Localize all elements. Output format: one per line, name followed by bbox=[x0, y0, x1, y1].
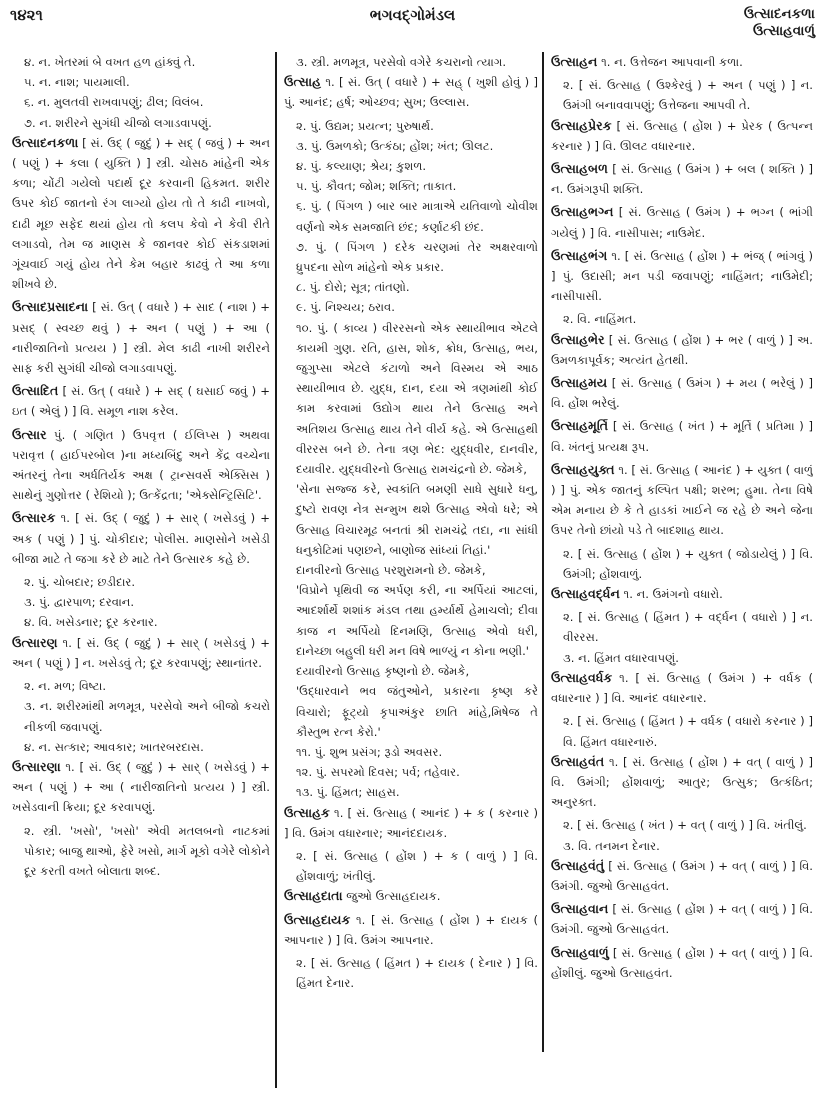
sense-line: ૧૧. પું. શુભ પ્રસંગ; રૂડો અવસર. bbox=[296, 744, 443, 759]
sense-line: ૨. સ્ત્રી. 'ખસો', 'ખસો' એવી મતલબનો નાટકમાં પોકાર; બાજુ થાઓ, ફેરે ખસો, માર્ગ મૂકો વગેરે લોકોને દૂર કરતી વખતે બોલાતા શબ્દ. bbox=[24, 823, 270, 878]
headword: ઉત્સાર bbox=[12, 426, 47, 442]
dictionary-entry bbox=[284, 803, 538, 843]
definition: ૧. [ સં. ઉત્સાહ ( હોંશ ) + દાયક ( આપનાર ) ] વિ. ઉમંગ આપનાર. bbox=[284, 912, 538, 947]
definition: [ સં. ઉત્સાહ ( હોંશ ) + વત્ ( વાળું ) ] વિ. ઉમંગી. જુઓ ઉત્સાહવંત. bbox=[551, 902, 813, 937]
sense-line: ૧૦. પું. ( કાવ્ય ) વીરરસનો એક સ્થાયીભાવ એટલે કાયમી ગુણ. રતિ, હાસ, શોક, ક્રોધ, ઉત્સાહ, ભય, જુગુપ્સા એટલે કંટાળો અને વિસ્મય એ આઠ સ્થાયીભાવ છે. યુદ્ધ, દાન, દયા એ ત્રણમાંથી કોઈ કામ કરવામાં ઉદ્યોગ થાય તેને ઉત્સાહ અને અતિશય ઉત્સાહ થાય તેને વીર્ય કહે. એ ઉત્સાહથી વીરરસ બને છે. તેના ત્રણ ભેદ: યુદ્ધવીર, દાનવીર, દયાવીર. યુદ્ધવીરનો ઉત્સાહ રામચંદ્રનો છે. જેમકે, bbox=[296, 320, 538, 477]
sense-line: ૭. ન. શરીરને સુગંધી ચીજો લગાડવાપણું. bbox=[24, 115, 212, 130]
dictionary-entry bbox=[551, 416, 813, 456]
definition: [ સં. ઉત્સાહ ( ઉમંગ ) + મય ( ભરેલું ) ] વિ. હોંશ ભરેલું. bbox=[551, 376, 813, 411]
sense-line: ૨. [ સં. ઉત્સાહ ( હિંમત ) + વર્દ્ધન ( વધારો ) ] ન. વીરરસ. bbox=[563, 610, 813, 645]
sense-line: ૨. [ સં. ઉત્સાહ ( હિંમત ) + વર્ધક ( વધારો કરનાર ) ] વિ. હિંમત વધારનારું. bbox=[563, 714, 813, 749]
headword: ઉત્સાહક bbox=[284, 804, 330, 820]
definition: [ સં. ઉત્સાહ ( ઉમંગ ) + વત્ ( વાળું ) ] વિ. ઉમંગી. જુઓ ઉત્સાહવંત. bbox=[551, 858, 813, 893]
sense-line: ૧૨. પું. સપરમો દિવસ; પર્વ; તહેવાર. bbox=[296, 765, 460, 780]
definition: ૧. ન. ઉમંગનો વધારો. bbox=[619, 587, 723, 602]
definition: ૧. [ સં. ઉદ્ ( જુદું ) + સાર્ ( ખસેડવું ) + અન ( પણું ) + આ ( નારીજાતિનો પ્રત્યય ) ] સ્ત્રી. ખસેડવાની ક્રિયા; દૂર કરવાપણું. bbox=[12, 759, 270, 815]
sense-line: ૫. પું. કૌવત; જોમ; શક્તિ; તાકાત. bbox=[296, 179, 457, 194]
sense-line: ૧૩. પું. હિંમત; સાહસ. bbox=[296, 785, 400, 800]
definition: ૧. [ સં. ઉત્સાહ ( હોંશ ) + ભંજ્ ( ભાંગવું ) ] પું. ઉદાસી; મન પડી જવાપણું; નાહિંમત; નાઉમેદી; નાસીપાસી. bbox=[551, 248, 813, 304]
headword: ઉત્સાહવર્ધક bbox=[551, 669, 613, 685]
headword: ઉત્સારણા bbox=[12, 758, 61, 774]
dictionary-entry bbox=[12, 508, 270, 569]
column-divider bbox=[542, 52, 544, 1052]
dictionary-entry bbox=[551, 584, 813, 604]
definition: ૧. [ સં. ઉત્ ( વધારે ) + સહ્ ( ખુશી હોવું ) ] પું. આનંદ; હર્ષ; ઓચ્છવ; સુખ; ઉલ્લાસ. bbox=[284, 75, 538, 110]
sense-line: ૨. [ સં. ઉત્સાહ ( ઉશ્કેરવું ) + અન ( પણું ) ] ન. ઉમંગી બનાવવાપણું; ઉત્તેજના આપવી તે. bbox=[563, 78, 813, 113]
headword: ઉત્સાદનકળા bbox=[12, 134, 79, 150]
dictionary-entry bbox=[12, 133, 270, 295]
dictionary-entry bbox=[12, 297, 270, 378]
dictionary-entry bbox=[551, 330, 813, 370]
headword: ઉત્સાદિત bbox=[12, 383, 59, 399]
sense-line: ૬. ન. મુલતવી રાખવાપણું; ઢીલ; વિલંબ. bbox=[24, 95, 204, 110]
sense-line: ૯. પું. નિશ્ચય; ઠરાવ. bbox=[296, 300, 395, 315]
definition: ૧. [ સં. ઉત્સાહ ( આનંદ ) + ક ( કરનાર ) ] વિ. ઉમંગ વધારનાર; આનંદદાયક. bbox=[284, 805, 538, 840]
column-1 bbox=[12, 52, 270, 1087]
sense-line: ૩. પું. ઉમળકો; ઉત્કંઠા; હોંશ; ખંત; ઊલટ. bbox=[296, 138, 494, 153]
headword: ઉત્સાહમૂર્તિ bbox=[551, 418, 609, 434]
headword: ઉત્સાહ bbox=[284, 74, 322, 90]
dictionary-entry bbox=[551, 373, 813, 413]
headword: ઉત્સાહવંત bbox=[551, 753, 605, 769]
headword: ઉત્સાહબળ bbox=[551, 161, 608, 177]
dictionary-entry bbox=[551, 460, 813, 541]
sense-line: ૮. પું. દોરો; સૂત્ર; તાંતણો. bbox=[296, 280, 410, 295]
sense-line: દયાવીરનો ઉત્સાહ કૃષ્ણનો છે. જેમકે, bbox=[296, 664, 470, 679]
dictionary-entry bbox=[551, 202, 813, 242]
column-divider bbox=[275, 52, 277, 1088]
sense-line: ૨. [ સં. ઉત્સાહ ( ખંત ) + વત્ ( વાળું ) ] વિ. ખંતીલું. bbox=[563, 818, 807, 833]
headword: ઉત્સાહભેર bbox=[551, 331, 605, 347]
sense-line: ૩. સ્ત્રી. મળમૂત્ર, પરસેવો વગેરે કચરાનો ત્યાગ. bbox=[296, 55, 507, 69]
dictionary-entry bbox=[551, 856, 813, 896]
sense-line: ૨. પું. ઉદ્યમ; પ્રયત્ન; પુરુષાર્થ. bbox=[296, 118, 434, 133]
definition: જુઓ ઉત્સાહદાયક. bbox=[342, 889, 441, 904]
dictionary-entry bbox=[551, 943, 813, 983]
dictionary-entry bbox=[284, 886, 538, 906]
sense-line: ૩. પું. દ્વારપાળ; દરવાન. bbox=[24, 595, 135, 610]
headword: ઉત્સાહભંગ bbox=[551, 247, 608, 263]
verse-quote: 'વિપ્રોને પૃથિવી જ અર્પણ કરી, ના અર્પિયાં આટલાં, આદર્શાર્થે શશાંક મંડલ તથા હર્મ્યાર્થે હેમાચલો; દીવા કાજ ન અર્પિયો દિનમણિ, ઉત્સાહ એવો ધરી, દાનેચ્છા બહુલી ધરી મન વિષે ભાળ્યું ન કોના ભણી.' bbox=[296, 583, 538, 658]
headword: ઉત્સાદપ્રસાદના bbox=[12, 299, 89, 315]
headword: ઉત્સાહપ્રેરક bbox=[551, 117, 612, 133]
sense-line: ૨. [ સં. ઉત્સાહ ( હિંમત ) + દાયક ( દેનાર ) ] વિ. હિંમત દેનાર. bbox=[296, 955, 538, 991]
dictionary-entry bbox=[284, 910, 538, 950]
guide-word-last: ઉત્સાહવાળું bbox=[753, 23, 815, 39]
definition: ૧. [ સં. ઉદ્ ( જુદું ) + સાર્ ( ખસેડવું ) + અક ( પણું ) ] પું. ચોકીદાર; પોલીસ. માણસોને ખસેડી બીજા માટે તે જગા કરે છે માટે તેને ઉત્સારક કહે છે. bbox=[12, 511, 270, 566]
sense-line: ૭. પું. ( પિંગળ ) દરેક ચરણમાં તેર અક્ષરવાળો ધ્રુપદના સોળ માંહેનો એક પ્રકાર. bbox=[296, 239, 538, 275]
dictionary-entry bbox=[12, 381, 270, 421]
sense-line: ૨. પું. ચોબદાર; છડીદાર. bbox=[24, 575, 136, 590]
definition: [ સં. ઉત્ ( વધારે ) + સદ્ ( ઘસાઈ જવું ) + ઇત ( એલું ) ] વિ. સમૂળ નાશ કરેલ. bbox=[12, 384, 270, 419]
page-header bbox=[0, 0, 825, 50]
definition: [ સં. ઉત્સાહ ( ઉમંગ ) + ભગ્ન ( ભાંગી ગયેલું ) ] વિ. નાસીપાસ; નાઉમેદ. bbox=[551, 205, 813, 240]
headword: ઉત્સારક bbox=[12, 510, 56, 526]
dictionary-entry bbox=[12, 757, 270, 818]
dictionary-entry bbox=[551, 116, 813, 156]
sense-line: ૩. વિ. તનમન દેનાર. bbox=[563, 838, 660, 853]
headword: ઉત્સાહવાન bbox=[551, 901, 609, 917]
definition: ૧. [ સં. ઉત્સાહ ( આનંદ ) + યુક્ત ( વાળું ) ] પું. એક જાતનું કલ્પિત પક્ષી; શરભ; હુમા. તેના વિષે એમ મનાય છે કે તે હાડકાં ખાઈને જ રહે છે અને જેના ઉપર તેનો છાંયો પડે તે બાદશાહ થાય. bbox=[551, 462, 813, 538]
headword: ઉત્સાહભગ્ન bbox=[551, 204, 614, 220]
verse-quote: 'ઉદ્ધારવાને ભવ જંતુઓને, પ્રકારના કૃષ્ણ કરે વિચારો; ફૂટ્યો કૃપાઅંકુર છાતિ માંહે,મિષેજ તે કૌસ્તુભ રત્ન કેરો.' bbox=[296, 684, 538, 739]
dictionary-entry bbox=[551, 246, 813, 307]
definition: [ સં. ઉત્સાહ ( હોંશ ) + ભર ( વાળું ) ] અ. ઉમળકાપૂર્વક; અત્યંત હેતથી. bbox=[551, 332, 813, 367]
sense-line: ૪. ન. સત્કાર; આવકાર; ખાતરબરદાસ. bbox=[24, 739, 204, 754]
headword: ઉત્સાહવાળું bbox=[551, 944, 609, 960]
sense-line: ૪. વિ. ખસેડનાર; દૂર કરનાર. bbox=[24, 615, 158, 630]
sense-line: ૬. પું. ( પિંગળ ) બાર બાર માત્રાએ યતિવાળો ચોવીશ વર્ણનો એક સમજાતિ છંદ; કર્ણાટકી છંદ. bbox=[296, 199, 538, 234]
headword: ઉત્સાહદાતા bbox=[284, 888, 343, 904]
definition: ૧. [ સં. ઉત્સાહ ( હોંશ ) + વત્ ( વાળું ) ] વિ. ઉમંગી; હોંશવાળું; આતુર; ઉત્સુક; ઉત્કંઠિત; અનુરક્ત. bbox=[551, 754, 813, 810]
page-number: ૧૪૨૧ bbox=[10, 6, 43, 24]
verse-quote: 'સેના સજ્જ કરે, સ્વકાંતિ બમણી સાધે સુધારે ધનુ, દુષ્ટો રાવણ નેત્ર સન્મુખ થશે ઉત્સાહ એવો ધરે; એ ઉત્સાહ વિચારમૂઢ બનતાં શ્રી રામચંદ્રે તદા, ના સાંધી ધનુકોટિમાં પણછને, બાણોજ સાંધ્યાં તિહાં.' bbox=[296, 482, 538, 557]
dictionary-entry bbox=[284, 72, 538, 112]
column-3 bbox=[551, 52, 813, 1087]
column-2 bbox=[284, 52, 538, 1087]
dictionary-entry bbox=[551, 668, 813, 708]
definition: [ સં. ઉત્સાહ ( હોંશ ) + પ્રેરક ( ઉત્પન્ન કરનાર ) ] વિ. ઊલટ વધારનાર. bbox=[551, 118, 813, 153]
definition: [ સં. ઉત્સાહ ( ખંત ) + મૂર્તિ ( પ્રતિમા ) ] વિ. ખંતનું પ્રત્યક્ષ રૂપ. bbox=[551, 419, 813, 454]
sense-line: ૨. ન. મળ; વિષ્ટા. bbox=[24, 679, 107, 694]
headword: ઉત્સાહયુક્ત bbox=[551, 461, 615, 477]
headword: ઉત્સાહદાયક bbox=[284, 911, 351, 927]
definition: ૧. ન. ઉત્તેજન આપવાની કળા. bbox=[597, 55, 743, 69]
sense-line: ૩. ન. શરીરમાંથી મળમૂત્ર, પરસેવો અને બીજો કચરો નીકળી જવાપણું. bbox=[24, 699, 270, 734]
sense-line: ૪. પું. કલ્યાણ; શ્રેય; કુશળ. bbox=[296, 159, 427, 174]
definition: પું. ( ગણિત ) ઉપવૃત્ત ( ઈલિપ્સ ) અથવા પરાવૃત્ત ( હાઈપરબોલ )ના મધ્યબિંદુ અને કેંદ્ર વચ્ચેના અંતરનું તેના અર્ધતિર્યક અક્ષ ( ટ્રાન્સવર્સ એક્સિસ ) સાથેનું ગુણોત્તર ( રેશિયો ); ઉત્કેંદ્રતા; 'એક્સેન્ટ્રિસિટિ'. bbox=[12, 427, 270, 503]
sense-line: ૩. ન. હિંમત વધારવાપણું. bbox=[563, 650, 679, 665]
headword: ઉત્સાહવંતું bbox=[551, 857, 605, 873]
headword: ઉત્સારણ bbox=[12, 634, 58, 650]
definition: ૧. [ સં. ઉદ્ ( જુદું ) + સાર્ ( ખસેડવું ) + અન ( પણું ) ] ન. ખસેડવું તે; દૂર કરવાપણું; સ્થાનાંતર. bbox=[12, 635, 270, 670]
sense-line: ૪. ન. ખેતરમાં બે વખત હળ હાંક્વું તે. bbox=[24, 55, 196, 69]
dictionary-entry bbox=[12, 633, 270, 673]
sense-line: ૨. વિ. નાહિંમત. bbox=[563, 312, 637, 327]
headword: ઉત્સાહમય bbox=[551, 375, 608, 391]
dictionary-entry bbox=[551, 899, 813, 939]
headword: ઉત્સાહવર્દ્ધન bbox=[551, 586, 620, 602]
running-title: ભગવદ્ગોમંડલ bbox=[369, 6, 456, 24]
definition: [ સં. ઉત્ ( વધારે ) + સાદ ( નાશ ) + પ્રસદ્ ( સ્વચ્છ થવું ) + અન ( પણું ) + આ ( નારીજાતિનો પ્રત્યય ) ] સ્ત્રી. મેલ કાઢી નાખી શરીરને સાફ કરી સુગંધી ચીજો લગાડવાપણું. bbox=[12, 300, 270, 376]
headword: ઉત્સાહન bbox=[551, 54, 598, 69]
guide-words bbox=[744, 6, 815, 40]
dictionary-entry bbox=[551, 52, 813, 72]
dictionary-entry bbox=[551, 752, 813, 813]
definition: [ સં. ઉત્સાહ ( હોંશ ) + વત્ ( વાળું ) ] વિ. હોંશીલું. જુઓ ઉત્સાહવંત. bbox=[551, 945, 813, 980]
dictionary-entry bbox=[12, 425, 270, 506]
sense-line: દાનવીરનો ઉત્સાહ પરશુરામનો છે. જેમકે, bbox=[296, 563, 486, 578]
guide-word-first: ઉત્સાદનકળા bbox=[743, 6, 815, 22]
sense-line: ૨. [ સં. ઉત્સાહ ( હોંશ ) + યુક્ત ( જોડાયેલું ) ] વિ. ઉમંગી; હોંશવાળું. bbox=[563, 546, 813, 581]
sense-line: ૫. ન. નાશ; પાયમાલી. bbox=[24, 75, 130, 90]
dictionary-entry bbox=[551, 159, 813, 199]
definition: [ સં. ઉદ્ ( જુદું ) + સદ્ ( જવું ) + અન ( પણું ) + કલા ( યુક્તિ ) ] સ્ત્રી. ચોસઠ માંહેની એક કળા; ચોંટી ગયેલો પદાર્થ દૂર કરવાની હિકમત. શરીર ઉપર કોઈ જાતનો રંગ લાગ્યો હોય તો તે કાઢી નાખવો, દાઢી મૂછ સફેદ થયાં હોય તો કલપ કેવો ને કેવી રીતે લગાડવો, તેમ જ માણસ કે જાનવર કોઈ સંકડાશમાં ગૂંચવાઈ ગયું હોય તેને કેમ બહાર કાઢવું તે આ કળા શીખવે છે. bbox=[12, 135, 270, 292]
definition: ૧. [ સં. ઉત્સાહ ( ઉમંગ ) + વર્ધક ( વધારનાર ) ] વિ. આનંદ વધારનાર. bbox=[551, 670, 813, 706]
sense-line: ૨. [ સં. ઉત્સાહ ( હોંશ ) + ક ( વાળું ) ] વિ. હોંશવાળું; ખંતીલું. bbox=[296, 848, 538, 884]
definition: [ સં. ઉત્સાહ ( ઉમંગ ) + બલ ( શક્તિ ) ] ન. ઉમંગરૂપી શક્તિ. bbox=[551, 162, 813, 197]
